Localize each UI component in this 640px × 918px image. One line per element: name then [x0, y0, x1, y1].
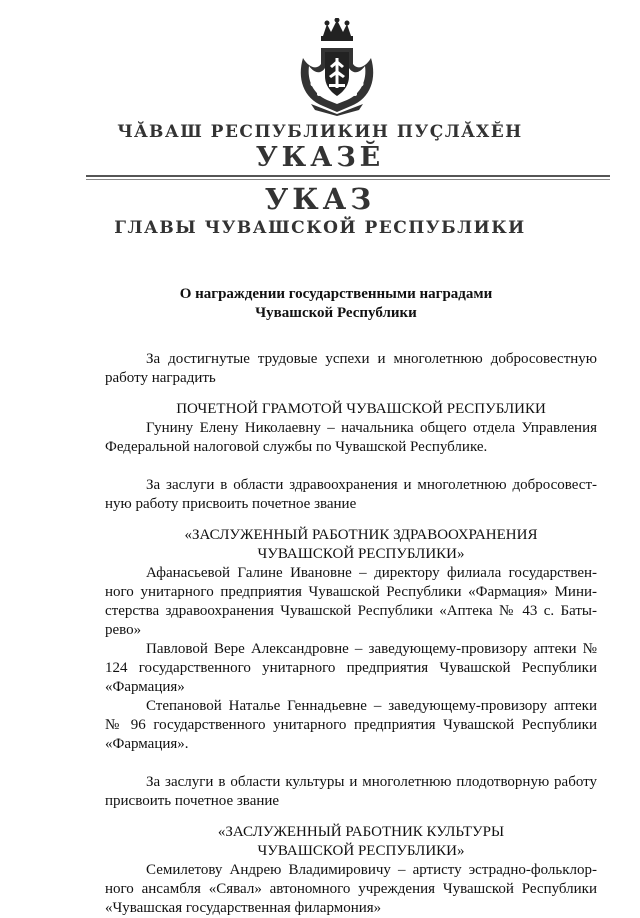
- subject-line-1: О награждении государственными наградами: [179, 286, 493, 302]
- section2-recipient: Павловой Вере Александровне – заведующему-провизору аптеки № 124 государственного унитарного предприятия Чувашской Республики «Фармация»: [105, 641, 597, 695]
- section3-intro: За заслуги в области культуры и многолетнюю плодотворную работу присвоить почетное звание: [105, 774, 597, 809]
- section2-intro: За заслуги в области здравоохранения и многолетнюю добросовест-ную работу присвоить почетное звание: [105, 477, 597, 512]
- award1-title: ПОЧЕТНОЙ ГРАМОТОЙ ЧУВАШСКОЙ РЕСПУБЛИКИ: [176, 401, 546, 417]
- section3-title-line1: «ЗАСЛУЖЕННЫЙ РАБОТНИК КУЛЬТУРЫ: [217, 824, 505, 840]
- coat-of-arms-emblem: [293, 18, 381, 116]
- header-divider-thin: [86, 179, 610, 180]
- section3-recipient: Семилетову Андрею Владимировичу – артисту эстрадно-фольклор-ного ансамбля «Сявал» автономного учреждения Чувашской Республики «Чувашская государственная филармония»: [105, 862, 597, 916]
- subject-line-2: Чувашской Республики: [255, 305, 417, 321]
- award1-recipient: Гунину Елену Николаевну – начальника общего отдела Управления Федеральной налоговой службы по Чувашской Республике.: [105, 420, 597, 455]
- header-divider: [86, 175, 610, 177]
- section2-title-line2: ЧУВАШСКОЙ РЕСПУБЛИКИ»: [257, 546, 465, 562]
- header-russian-decree: УКАЗ: [264, 182, 376, 216]
- header-russian-title: ГЛАВЫ ЧУВАШСКОЙ РЕСПУБЛИКИ: [114, 218, 526, 238]
- section2-recipient: Афанасьевой Галине Ивановне – директору филиала государствен-ного унитарного предприятия Чувашской Республики «Фармация» Мини-стерства здравоохранения Чувашской Республики «Аптека № 43 с. Баты-рево»: [105, 565, 597, 638]
- header-chuvash-decree: УКАЗĔ: [255, 142, 385, 173]
- intro-paragraph: За достигнутые трудовые успехи и многолетнюю добросовестную работу наградить: [105, 351, 597, 386]
- header-chuvash-title: ЧĂВАШ РЕСПУБЛИКИН ПУÇЛĂХĔН: [117, 122, 523, 142]
- decree-body: [105, 350, 597, 918]
- section3-title-line2: ЧУВАШСКОЙ РЕСПУБЛИКИ»: [257, 843, 465, 859]
- section2-title-line1: «ЗАСЛУЖЕННЫЙ РАБОТНИК ЗДРАВООХРАНЕНИЯ: [184, 527, 538, 543]
- section2-recipient: Степановой Наталье Геннадьевне – заведующему-провизору аптеки № 96 государственного унитарного предприятия Чувашской Республики «Фармация».: [105, 698, 597, 752]
- decree-subject: [120, 285, 552, 323]
